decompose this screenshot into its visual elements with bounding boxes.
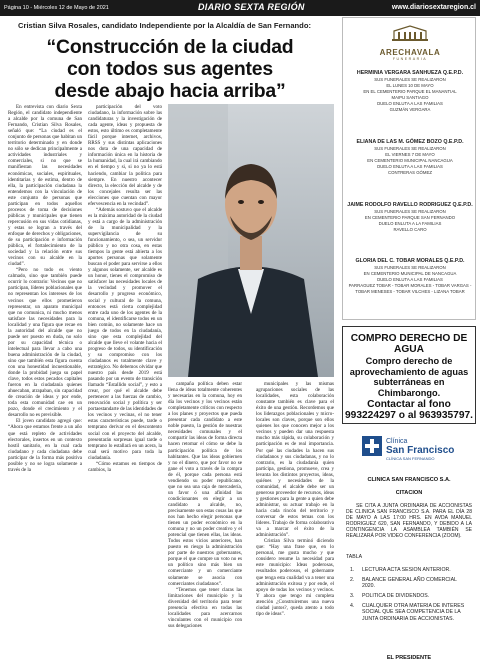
obituary-line: GUZMÁN VERGARA: [389, 107, 431, 112]
article-column-3: [168, 381, 242, 664]
obituary-line: DUELO ENLUTA A LAS FAMILIAS: [377, 101, 443, 106]
page-date: Página 10 - Miércoles 12 de Mayo de 2021: [4, 5, 109, 11]
headline-line: con todos sus agentes: [67, 58, 273, 80]
notice-signature: EL PRESIDENTE: [386, 655, 432, 661]
ad-body: Compro derecho de aprovechamiento de aguas subterráneas en Chimbarongo.: [349, 356, 469, 398]
obituary-line: DUELO ENLUTA A LAS FAMILIAS: [377, 277, 443, 282]
clinic-logo-line2: San Francisco: [386, 445, 455, 456]
agenda-item: [350, 577, 470, 589]
agenda-item: [350, 593, 470, 599]
deceased-name: HERMINIA VERGARA SANHUEZA Q.E.P.D.: [356, 70, 464, 76]
clinic-logo: [360, 432, 460, 462]
agenda-label: TABLA: [346, 554, 363, 560]
agenda-item: [350, 603, 470, 621]
paragraph: El joven candidato agregó que: “Ahora que estamos frente a un año que está repleto de actividades electorales, insertos en un contexto hostil sanitario, en la cual cada ciudadano y cada ciudadana debe participar de la forma más positiva posible y no se logra solamente a través de la: [8, 418, 82, 473]
headline-line: “Construcción de la ciudad: [46, 36, 294, 58]
notice-body: SE CITA A JUNTA ORDINARIA DE ACCIONISTAS DE CLINICA SAN FRANCISCO S.A. PARA EL DÍA 28 DE MAYO A LAS 17:00 HRS. EN AVDA MANUEL RODRIGUEZ 620, SAN FERNANDO, Y DEBIDO A LA CONTINGENCIA LA ASAMBLEA TAMBIÉN SE REALIZARÁ POR VIDEO CONFERENCIA (ZOOM).: [346, 503, 472, 540]
deceased-name: JAIME RODOLFO RAVELLO RODRIGUEZ Q.E.P.D.: [347, 202, 473, 208]
ad-contact: Contactar al fono 993224297 o al 963935797.: [344, 399, 474, 421]
obituary-line: EN CEMENTERIO MUNICIPAL DE NANCAGUA: [363, 271, 457, 276]
obituary-line: EN CEMENTERIO MUNICIPAL NANCAGUA: [367, 158, 453, 163]
agenda-text: BALANCE GENERAL AÑO COMERCIAL 2020.: [362, 577, 457, 590]
agenda-number: 4.: [350, 603, 355, 610]
obituary-entry: [347, 202, 473, 233]
obituary-line: EN CEMENTERIO PARQUE SAN FERNANDO: [364, 215, 456, 220]
obituary-line: DUELO ENLUTA A LA FAMILIAS: [378, 221, 442, 226]
building-icon: [390, 24, 430, 42]
agenda-text: LECTURA ACTA SESION ANTERIOR.: [362, 567, 451, 573]
article-kicker: Cristian Silva Rosales, candidato Independiente por la Alcaldía de San Fernando:: [18, 21, 311, 30]
obituary-line: EN EL CEMENTERIO PARQUE EL MANANTIAL: [363, 89, 457, 94]
obituary-line: CONTRERAS GÓMEZ: [388, 170, 432, 175]
obituary-line: SUS FUNERALES SE REALIZARON: [374, 209, 446, 214]
obituary-entry: [347, 139, 473, 176]
candidate-photo: [168, 104, 334, 377]
obituary-line: DUELO ENLUTA A LAS FAMILIAS: [377, 164, 443, 169]
newspaper-brand: DIARIO SEXTA REGIÓN: [198, 2, 305, 12]
paragraph: En entrevista con diario Sexta Región, el candidato independiente a alcalde por la comuna de San Fernando, Cristian Silva Rosales, señaló que: “La ciudad es el conjunto de personas que habitan un territorio determinado y en donde no sólo se dedican principalmente a actividades industriales y comerciales, si no que se manifiestan las necesidades económicas, sociales, espirituales, identitarias y de estima, dentro de ella, la participación ciudadana la entendemos con la vinculación de este conjunto de personas que participan en todos aquellos procesos de toma de decisiones públicas y municipales que tienen repercusión en sus vidas cotidianas, y estas se logran a través del enfoque de derechos y obligaciones, de su participación e información pública, el fortalecimiento de la sociedad y la relación entre sus vecinos con su alcalde en la ciudad”.: [8, 104, 82, 268]
paragraph: municipales y las mismas agrupaciones sociales de las localidades, esta colaboración constante también es clave para el éxito de una gestión. Recordemos que los liderazgos poblacionales y micro-locales son claves, porque son ellos quienes los que conocen mejor a los vecinos y pueden dar una respuesta mucho más rápida, su colaboración y participación es de real importancia. Por qué las ciudades la hacen sus ciudadanos y sus ciudadanas, y no lo contrario, es la ciudadanía quien participa, gestiona, promueve, crea y levanta los distintos proyectos, ideas, quiénes y necesidades de la comunidad, el alcalde debe ser un generoso proveedor de recursos, ideas y gestiones para la gente a quien debe administrar, su actuar trabajo en la hacia cada rincón del territorio y conversar de estos temas con los líderes. Trabajo de forma colaborativa va a marcar el éxito de la administración”.: [256, 381, 334, 539]
obituary-line: EL LUNES 10 DE MAYO: [386, 83, 434, 88]
paragraph: “Cómo estamos en tiempos de cambios, la: [88, 460, 162, 473]
paragraph: “Además sostuvo que el alcalde es la máxima autoridad de la ciudad y está a cargo de la administración de la municipalidad y la supervigilancia de su funcionamiento, o sea, un servidor público y no otra cosa, en estas tiempos la gente está abierta a los aportes personas que solamente buscan el poder para servirse a ellos y algunos solamente, ser alcalde es un honor, tienes el compromiso de satisfacer las necesidades locales de la vecindad y promover el desarrollo y progreso económico, social y cultural de la comuna, entonces está cierta complejidad entre cada uno de los agentes de la comuna, el identificarse todos en un bien común, no solamente hace un juego de todos en la ciudadanía, sino que esta complejidad del alcalde que lleve el volante hacia el progreso de todos, su identificación y su compromiso con los ciudadanos es totalmente clave y estratégico. No debemos olvidar que nuestro país desde 2019 está pasando por un evento de transición llamado “Estallido social”, y esto a crear, por qué el alcalde debe pertenecer a las fuerzas de cambio, renovación social y política y ser portaestandarte de las identidades de los vecinos y vecinas, el no tener estas características puede, tarde o temprano derivar en el descontento social con el proyecto del alcalde, presentarán sorpresas igual tarde o temprano lo estallará en un acera, la cual será motivo para toda la ciudadanía.: [88, 206, 162, 461]
agenda-list: [350, 567, 470, 626]
clinic-logo-line1: Clínica: [386, 438, 408, 445]
obituary-line: SUS FUNERALES SE REALIZARON: [374, 265, 446, 270]
agenda-number: 2.: [350, 577, 355, 584]
obituary-line: SUS FUNERALES SE REALIZARON: [374, 146, 446, 151]
funeral-home-subtitle: FUNERARIA: [392, 57, 428, 61]
paragraph: “Pero no todo es viento calmado, sino que también puede ocurrir lo contrario: Vecinos que no participan, líderes poblacionales que no representan los intereses de los vecinos que ellos prometieron representar, un aparato municipal que no comunica, ni mucho menos satisface las necesidades para la localidad y una figura que recae en la autoridad del alcalde que no puede ser puesto en duda, no solo por su capacidad técnica o intelectual para llevar a cabo una buena administración de la ciudad, sino que también esta figura cuenta con una honestidad incuestionable, donde la probidad juega su papel clave, todos estos pecados capitales fueron en la ciudadanía quienes ahuecaban, atrapaban, sin capacidad de creación de ideas y por ende, toda esta comunidad cae en un pozo, donde el crecimiento y el desarrollo no es previsible.: [8, 267, 82, 419]
obituary-entry: [347, 70, 473, 113]
obituary-line: TOBAR MENESES - TOBAR VILCHES - LIZANA TOBAR: [355, 289, 465, 294]
paragraph: participación del voto ciudadano, la información sobre las candidaturas y la investigación de cada agente, ideas y propuesta de estos, esto último es completamente fácil porque internet, archivos, RRSS y sus distintas aplicaciones nos dota de una capacidad de información única en la historia de la humanidad, la cual irá cambiando en el tiempo y si, si no ya lo está haciendo, cambiar la política para siempre. En nuestro acontecer directo, la elección del alcalde y de los concejales resulta ser las elecciones que cuentan con mayor efervescencia en la vecindad”.: [88, 104, 162, 207]
agenda-text: CUALQUIER OTRA MATERIA DE INTERES SOCIAL QUE SEA COMPETENCIA DE LA JUNTA ORDINARIA DE ACCIONISTAS.: [362, 603, 465, 622]
clinic-logo-line3: CLÍNICA SAN FERNANDO: [386, 456, 435, 461]
website-link[interactable]: www.diariosextaregion.cl: [391, 4, 476, 11]
obituary-line: SUS FUNERALES SE REALIZARON: [374, 77, 446, 82]
article-column-2: [88, 104, 162, 664]
agenda-number: 3.: [350, 593, 355, 600]
article-column-1: [8, 104, 82, 664]
paragraph: campaña política deben estar llena de ideas totalmente coherentes y necesarias en la comuna, hoy en día los vecinos y los vecinos están completamente críticos con respecto a los planes y proyectos que pueda presentar cada candidato a este noble puesto, la gestión de nuestras necesidades comunales y el compartir las ideas de forma directa hacen retomar el cómo se debe la participación política de los habitantes. Que las ideas gobiernen y no el dinero, que por favor no se gane el voto a través de la compra de él, porque cada persona está vendiendo su poder republicano, que no sea una caja de mercadería, un favor ó una afinidad las condicionantes en elegir a un candidato a alcalde, no, precisamente son estas cosas las que nos han hecho elegir personas que tienen un poder económico en la comuna y no un poder creativo y el potencial que tienen ellas, las ideas. Todos estos vicios anteriores, han puesto en riesgo la administración por parte de nuestros gobernantes, porque el que compre un voto no es un político sino más bien un comerciante y un comerciante solamente se asocia con comerciantes ciudadanos”.: [168, 381, 242, 587]
article-column-4: [256, 381, 334, 664]
obituary-line: EL VIERNES 7 DE MAYO: [385, 152, 435, 157]
obituary-line: RAVELLO CARO: [393, 227, 427, 232]
obituary-line: MAIPU SANTIAGO: [391, 95, 429, 100]
obituary-box: [342, 17, 476, 320]
agenda-item: [350, 567, 470, 573]
article-headline: [6, 36, 334, 102]
page-header: [0, 0, 480, 16]
deceased-name: GLORIA DEL C. TOBAR MORALES Q.E.P.D.: [355, 258, 465, 264]
paragraph: “Tenemos que tener claras las limitaciones del municipio y la diversidad del territorio para tener presencia efectiva en todas las localidades para acercarnos vinculantes con el municipio con sus delegaciones: [168, 586, 242, 629]
deceased-name: ELIANA DE LAS M. GÓMEZ BOZO Q.E.P.D.: [356, 139, 464, 145]
notice-title: CITACION: [395, 490, 423, 496]
water-rights-ad: [342, 326, 476, 424]
funeral-home-logo: [343, 24, 477, 61]
clinic-name: CLINICA SAN FRANCISCO S.A.: [367, 477, 451, 483]
funeral-home-name: ARECHAVALA: [379, 48, 441, 57]
agenda-number: 1.: [350, 567, 355, 573]
paragraph: Cristian Silva terminó diciendo que: “Hay una frase que, en lo personal, me gusta mucho y que considero resume la necesidad para este municipio: Ideas poderosas, resultados poderosos, el gobernante que tenga esta cualidad va a tener una administración exitosa y por ende, el apoyo de todas los vecinos y vecinos. Y ahora que tengo mi completa atención ¿Construiremos una nueva ciudad juntos?, queda atento a todo tipo de ideas”.: [256, 538, 334, 617]
ad-title: COMPRO DERECHO DE AGUA: [350, 333, 468, 355]
obituary-line: PARRAGUEZ TOBAR - TOBAR MORALES - TOBAR VARGAS -: [348, 283, 472, 288]
obituary-entry: [347, 258, 473, 295]
headline-line: desde abajo hacia arriba”: [54, 80, 286, 102]
agenda-text: POLITICA DE DIVIDENDOS.: [362, 593, 430, 600]
